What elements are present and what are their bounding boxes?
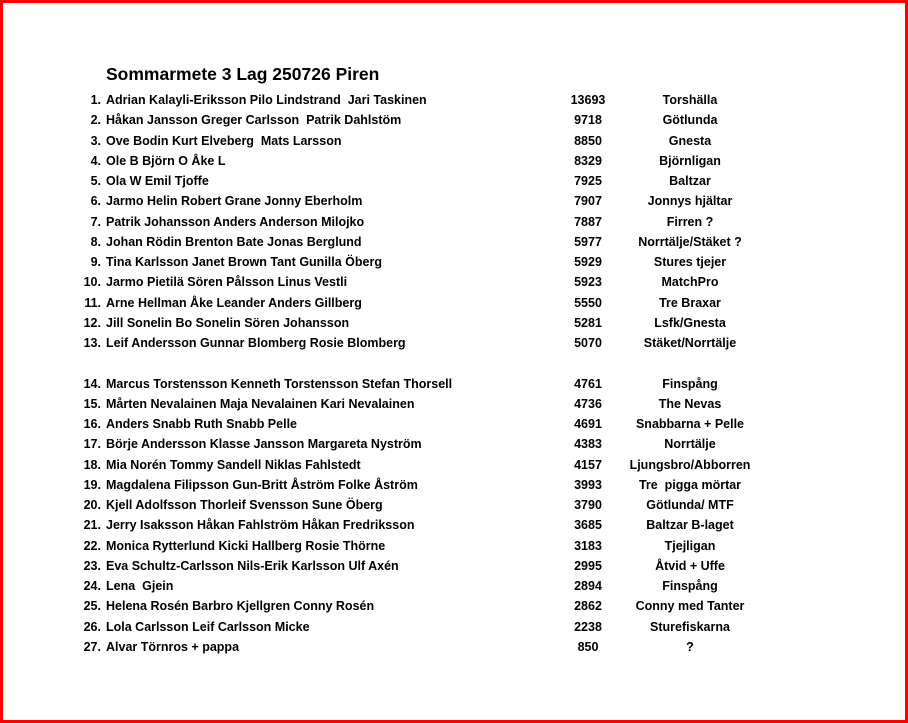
- rank-cell: 12.: [83, 315, 101, 330]
- rank-cell: 15.: [83, 396, 101, 411]
- players-cell: Börje Andersson Klasse Jansson Margareta Nyström: [106, 437, 422, 452]
- rank-cell: 25.: [83, 599, 101, 614]
- points-cell: 5281: [574, 315, 602, 330]
- team-cell: Sturefiskarna: [650, 619, 730, 634]
- players-cell: Marcus Torstensson Kenneth Torstensson Stefan Thorsell: [106, 376, 453, 391]
- result-row: [0, 556, 908, 576]
- team-cell: Stäket/Norrtälje: [643, 336, 737, 350]
- team-cell: Gnesta: [668, 133, 712, 148]
- rank-cell: 5.: [90, 174, 101, 188]
- rank-cell: 20.: [83, 498, 101, 512]
- rank-cell: 9.: [90, 255, 101, 269]
- result-row: [0, 434, 908, 454]
- points-cell: 2238: [574, 619, 602, 634]
- result-row: [0, 374, 908, 394]
- team-cell: The Nevas: [658, 396, 722, 411]
- result-row: [0, 455, 908, 475]
- players-cell: Ole B Björn O Åke L: [106, 153, 226, 168]
- team-cell: Götlunda/ MTF: [646, 498, 734, 512]
- result-row: [0, 252, 908, 272]
- players-cell: Adrian Kalayli-Eriksson Pilo Lindstrand Jari Taskinen: [106, 93, 427, 107]
- points-cell: 8850: [574, 133, 602, 148]
- rank-cell: 17.: [83, 437, 101, 452]
- rank-cell: 19.: [83, 477, 101, 492]
- players-cell: Johan Rödin Brenton Bate Jonas Berglund: [106, 234, 362, 249]
- team-cell: Björnligan: [659, 153, 721, 168]
- result-row: [0, 394, 908, 414]
- points-cell: 5929: [574, 255, 602, 269]
- team-cell: MatchPro: [661, 275, 719, 290]
- players-cell: Jarmo Helin Robert Grane Jonny Eberholm: [106, 194, 363, 209]
- players-cell: Jill Sonelin Bo Sonelin Sören Johansson: [106, 315, 350, 330]
- result-row: [0, 576, 908, 596]
- points-cell: 4736: [574, 396, 602, 411]
- document-title: Sommarmete 3 Lag 250726 Piren: [106, 64, 380, 84]
- rank-cell: 3.: [90, 133, 101, 148]
- result-row: [0, 414, 908, 434]
- players-cell: Håkan Jansson Greger Carlsson Patrik Dahlstöm: [106, 113, 402, 128]
- players-cell: Lena Gjein: [106, 579, 174, 593]
- rank-cell: 16.: [83, 417, 101, 431]
- result-row: [0, 212, 908, 232]
- points-cell: 850: [577, 639, 599, 654]
- results-list: [0, 90, 908, 657]
- rank-cell: 23.: [83, 558, 101, 573]
- team-cell: Baltzar B-laget: [646, 518, 734, 533]
- team-cell: Conny med Tanter: [635, 599, 745, 614]
- team-cell: Firren ?: [666, 214, 714, 229]
- points-cell: 5923: [574, 275, 602, 290]
- points-cell: 2862: [574, 599, 602, 614]
- result-row: [0, 515, 908, 535]
- rank-cell: 14.: [83, 376, 101, 391]
- points-cell: 5550: [574, 295, 602, 310]
- players-cell: Anders Snabb Ruth Snabb Pelle: [106, 417, 297, 431]
- rank-cell: 4.: [90, 153, 101, 168]
- team-cell: Norrtälje/Stäket ?: [638, 234, 742, 249]
- points-cell: 4761: [574, 376, 602, 391]
- points-cell: 3790: [574, 498, 602, 512]
- result-row: [0, 131, 908, 151]
- points-cell: 7925: [574, 174, 602, 188]
- team-cell: Ljungsbro/Abborren: [629, 457, 751, 472]
- players-cell: Tina Karlsson Janet Brown Tant Gunilla Öberg: [106, 255, 382, 269]
- result-row: [0, 617, 908, 637]
- players-cell: Mia Norén Tommy Sandell Niklas Fahlstedt: [106, 457, 361, 472]
- players-cell: Magdalena Filipsson Gun-Britt Åström Folke Åström: [106, 477, 418, 492]
- rank-cell: 1.: [90, 93, 101, 107]
- team-cell: Tre Braxar: [659, 295, 721, 310]
- players-cell: Jarmo Pietilä Sören Pålsson Linus Vestli: [106, 275, 348, 290]
- result-row: [0, 90, 908, 110]
- team-cell: ?: [686, 639, 694, 654]
- rank-cell: 22.: [83, 538, 101, 553]
- points-cell: 3685: [574, 518, 602, 533]
- rank-cell: 18.: [83, 457, 101, 472]
- team-cell: Jonnys hjältar: [647, 194, 733, 209]
- points-cell: 4383: [574, 437, 602, 452]
- rank-cell: 21.: [83, 518, 101, 533]
- result-row: [0, 293, 908, 313]
- team-cell: Finspång: [662, 376, 718, 391]
- result-row: [0, 596, 908, 616]
- points-cell: 7887: [574, 214, 602, 229]
- result-row: [0, 475, 908, 495]
- points-cell: 3183: [574, 538, 602, 553]
- rank-cell: 11.: [84, 295, 101, 310]
- team-cell: Tre pigga mörtar: [638, 477, 742, 492]
- result-row: [0, 151, 908, 171]
- result-row: [0, 191, 908, 211]
- points-cell: 4157: [574, 457, 602, 472]
- players-cell: Ola W Emil Tjoffe: [106, 174, 209, 188]
- points-cell: 9718: [574, 113, 602, 128]
- points-cell: 13693: [570, 93, 606, 107]
- points-cell: 7907: [574, 194, 602, 209]
- players-cell: Patrik Johansson Anders Anderson Milojko: [106, 214, 365, 229]
- result-row: [0, 495, 908, 515]
- team-cell: Snabbarna + Pelle: [635, 417, 745, 431]
- result-row: [0, 536, 908, 556]
- result-row: [0, 232, 908, 252]
- players-cell: Ove Bodin Kurt Elveberg Mats Larsson: [106, 133, 342, 148]
- team-cell: Torshälla: [662, 93, 718, 107]
- result-row: [0, 333, 908, 353]
- points-cell: 5070: [574, 336, 602, 350]
- rank-cell: 7.: [90, 214, 101, 229]
- team-cell: Baltzar: [669, 174, 711, 188]
- team-cell: Tjejligan: [664, 538, 716, 553]
- players-cell: Mårten Nevalainen Maja Nevalainen Kari Nevalainen: [106, 396, 415, 411]
- rank-cell: 8.: [90, 234, 101, 249]
- rank-cell: 27.: [83, 639, 101, 654]
- players-cell: Alvar Törnros + pappa: [106, 639, 240, 654]
- result-row: [0, 272, 908, 292]
- points-cell: 3993: [574, 477, 602, 492]
- team-cell: Stures tjejer: [653, 255, 727, 269]
- players-cell: Monica Rytterlund Kicki Hallberg Rosie Thörne: [106, 538, 386, 553]
- rank-cell: 10.: [83, 275, 101, 290]
- players-cell: Kjell Adolfsson Thorleif Svensson Sune Öberg: [106, 498, 383, 512]
- points-cell: 8329: [574, 153, 602, 168]
- players-cell: Lola Carlsson Leif Carlsson Micke: [106, 619, 310, 634]
- rank-cell: 2.: [90, 113, 101, 128]
- team-cell: Norrtälje: [664, 437, 716, 452]
- team-cell: Åtvid + Uffe: [655, 558, 725, 573]
- players-cell: Arne Hellman Åke Leander Anders Gillberg: [106, 295, 362, 310]
- points-cell: 5977: [574, 234, 602, 249]
- result-row: [0, 313, 908, 333]
- points-cell: 2894: [574, 579, 602, 593]
- points-cell: 4691: [574, 417, 602, 431]
- result-row: [0, 110, 908, 130]
- players-cell: Helena Rosén Barbro Kjellgren Conny Rosén: [106, 599, 375, 614]
- team-cell: Götlunda: [662, 113, 718, 128]
- players-cell: Jerry Isaksson Håkan Fahlström Håkan Fredriksson: [106, 518, 415, 533]
- rank-cell: 13.: [83, 336, 101, 350]
- points-cell: 2995: [574, 558, 602, 573]
- players-cell: Leif Andersson Gunnar Blomberg Rosie Blomberg: [106, 336, 406, 350]
- players-cell: Eva Schultz-Carlsson Nils-Erik Karlsson Ulf Axén: [106, 558, 399, 573]
- result-row: [0, 637, 908, 657]
- rank-cell: 24.: [83, 579, 101, 593]
- rank-cell: 26.: [83, 619, 101, 634]
- team-cell: Lsfk/Gnesta: [654, 315, 726, 330]
- team-cell: Finspång: [662, 579, 718, 593]
- rank-cell: 6.: [90, 194, 101, 209]
- result-row: [0, 171, 908, 191]
